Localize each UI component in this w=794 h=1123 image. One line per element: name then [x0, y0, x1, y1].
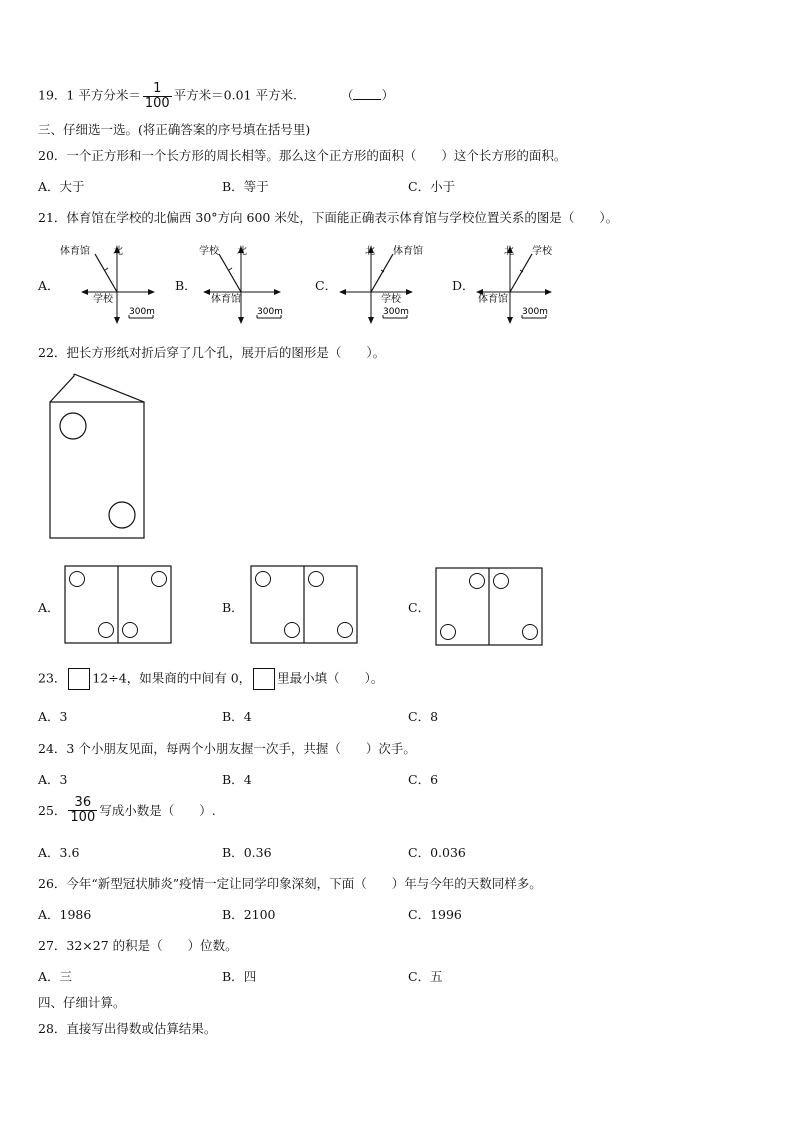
svg-text:体育馆: 体育馆: [211, 294, 241, 305]
question-23: 23． 12÷4，如果商的中间有 0， 里最小填（ ）。: [38, 668, 383, 690]
question-24: 24．3 个小朋友见面，每两个小朋友握一次手，共握（ ）次手。: [38, 741, 416, 756]
q23-option-c[interactable]: C．8: [408, 709, 439, 724]
q24-option-c[interactable]: C．6: [408, 772, 439, 787]
q20-option-b[interactable]: B．等于: [222, 179, 269, 194]
digit-box[interactable]: [68, 668, 90, 690]
q22-option-c-label[interactable]: C．: [408, 600, 431, 615]
q26-option-b[interactable]: B．2100: [222, 907, 276, 922]
question-25: 25． $\frac{36}{100}$ 写成小数是（ ）.: [38, 795, 216, 825]
q25-option-c[interactable]: C．0.036: [408, 845, 466, 860]
svg-text:北: 北: [365, 246, 375, 257]
svg-text:体育馆: 体育馆: [60, 246, 90, 257]
question-21: 21．体育馆在学校的北偏西 30°方向 600 米处，下面能正确表示体育馆与学校位置关系的图是（ ）。: [38, 210, 619, 225]
q22-option-b-figure[interactable]: [250, 565, 360, 645]
section-4-heading: 四、仔细计算。: [38, 995, 126, 1010]
section-3-heading: 三、仔细选一选。(将正确答案的序号填在括号里): [38, 122, 311, 137]
q21-option-c-diagram[interactable]: [333, 240, 443, 325]
q25-option-b[interactable]: B．0.36: [222, 845, 272, 860]
svg-text:学校: 学校: [381, 294, 401, 305]
q21-option-d-diagram[interactable]: [472, 240, 582, 325]
digit-box[interactable]: [253, 668, 275, 690]
question-22: 22．把长方形纸对折后穿了几个孔，展开后的图形是（ ）。: [38, 345, 386, 360]
q27-option-c[interactable]: C．五: [408, 969, 443, 984]
svg-text:300m: 300m: [257, 307, 283, 317]
question-20: 20．一个正方形和一个长方形的周长相等。那么这个正方形的面积（ ）这个长方形的面积。: [38, 148, 567, 163]
svg-text:300m: 300m: [129, 307, 155, 317]
svg-text:北: 北: [237, 246, 247, 257]
svg-text:北: 北: [113, 246, 123, 257]
q21-option-a-diagram[interactable]: [55, 240, 165, 325]
folded-paper-figure: [48, 372, 148, 542]
svg-text:300m: 300m: [522, 307, 548, 317]
question-27: 27．32×27 的积是（ ）位数。: [38, 938, 238, 953]
svg-text:北: 北: [504, 246, 514, 257]
q21-option-b-label[interactable]: B．: [175, 278, 197, 293]
svg-text:学校: 学校: [93, 294, 113, 305]
q24-option-b[interactable]: B．4: [222, 772, 252, 787]
q21-option-c-label[interactable]: C．: [315, 278, 338, 293]
q27-option-b[interactable]: B．四: [222, 969, 257, 984]
answer-blank[interactable]: [353, 87, 381, 100]
question-19: 19．1 平方分米＝ $\frac{1}{100}$ 平方米＝0.01 平方米. （ ）: [38, 81, 394, 111]
svg-text:学校: 学校: [199, 246, 219, 257]
q21-option-b-diagram[interactable]: [193, 240, 303, 325]
q23-option-a[interactable]: A．3: [38, 709, 68, 724]
q23-option-b[interactable]: B．4: [222, 709, 252, 724]
q22-option-c-figure[interactable]: [435, 567, 545, 647]
svg-text:体育馆: 体育馆: [478, 294, 508, 305]
q22-option-a-label[interactable]: A．: [38, 600, 60, 615]
q21-option-a-label[interactable]: A．: [38, 278, 60, 293]
svg-text:300m: 300m: [383, 307, 409, 317]
q20-option-a[interactable]: A．大于: [38, 179, 85, 194]
question-26: 26．今年“新型冠状肺炎”疫情一定让同学印象深刻，下面（ ）年与今年的天数同样多。: [38, 876, 542, 891]
svg-text:体育馆: 体育馆: [393, 246, 423, 257]
question-28: 28．直接写出得数或估算结果。: [38, 1021, 217, 1036]
q21-option-d-label[interactable]: D．: [452, 278, 475, 293]
q20-option-c[interactable]: C．小于: [408, 179, 456, 194]
q26-option-a[interactable]: A．1986: [38, 907, 92, 922]
q26-option-c[interactable]: C．1996: [408, 907, 462, 922]
q27-option-a[interactable]: A．三: [38, 969, 73, 984]
fraction-36-100: $\frac{36}{100}$: [70, 795, 96, 825]
svg-text:学校: 学校: [532, 246, 552, 257]
q24-option-a[interactable]: A．3: [38, 772, 68, 787]
q22-option-a-figure[interactable]: [64, 565, 174, 645]
fraction-1-100: $\frac{1}{100}$: [144, 81, 170, 111]
q25-option-a[interactable]: A．3.6: [38, 845, 80, 860]
q22-option-b-label[interactable]: B．: [222, 600, 244, 615]
